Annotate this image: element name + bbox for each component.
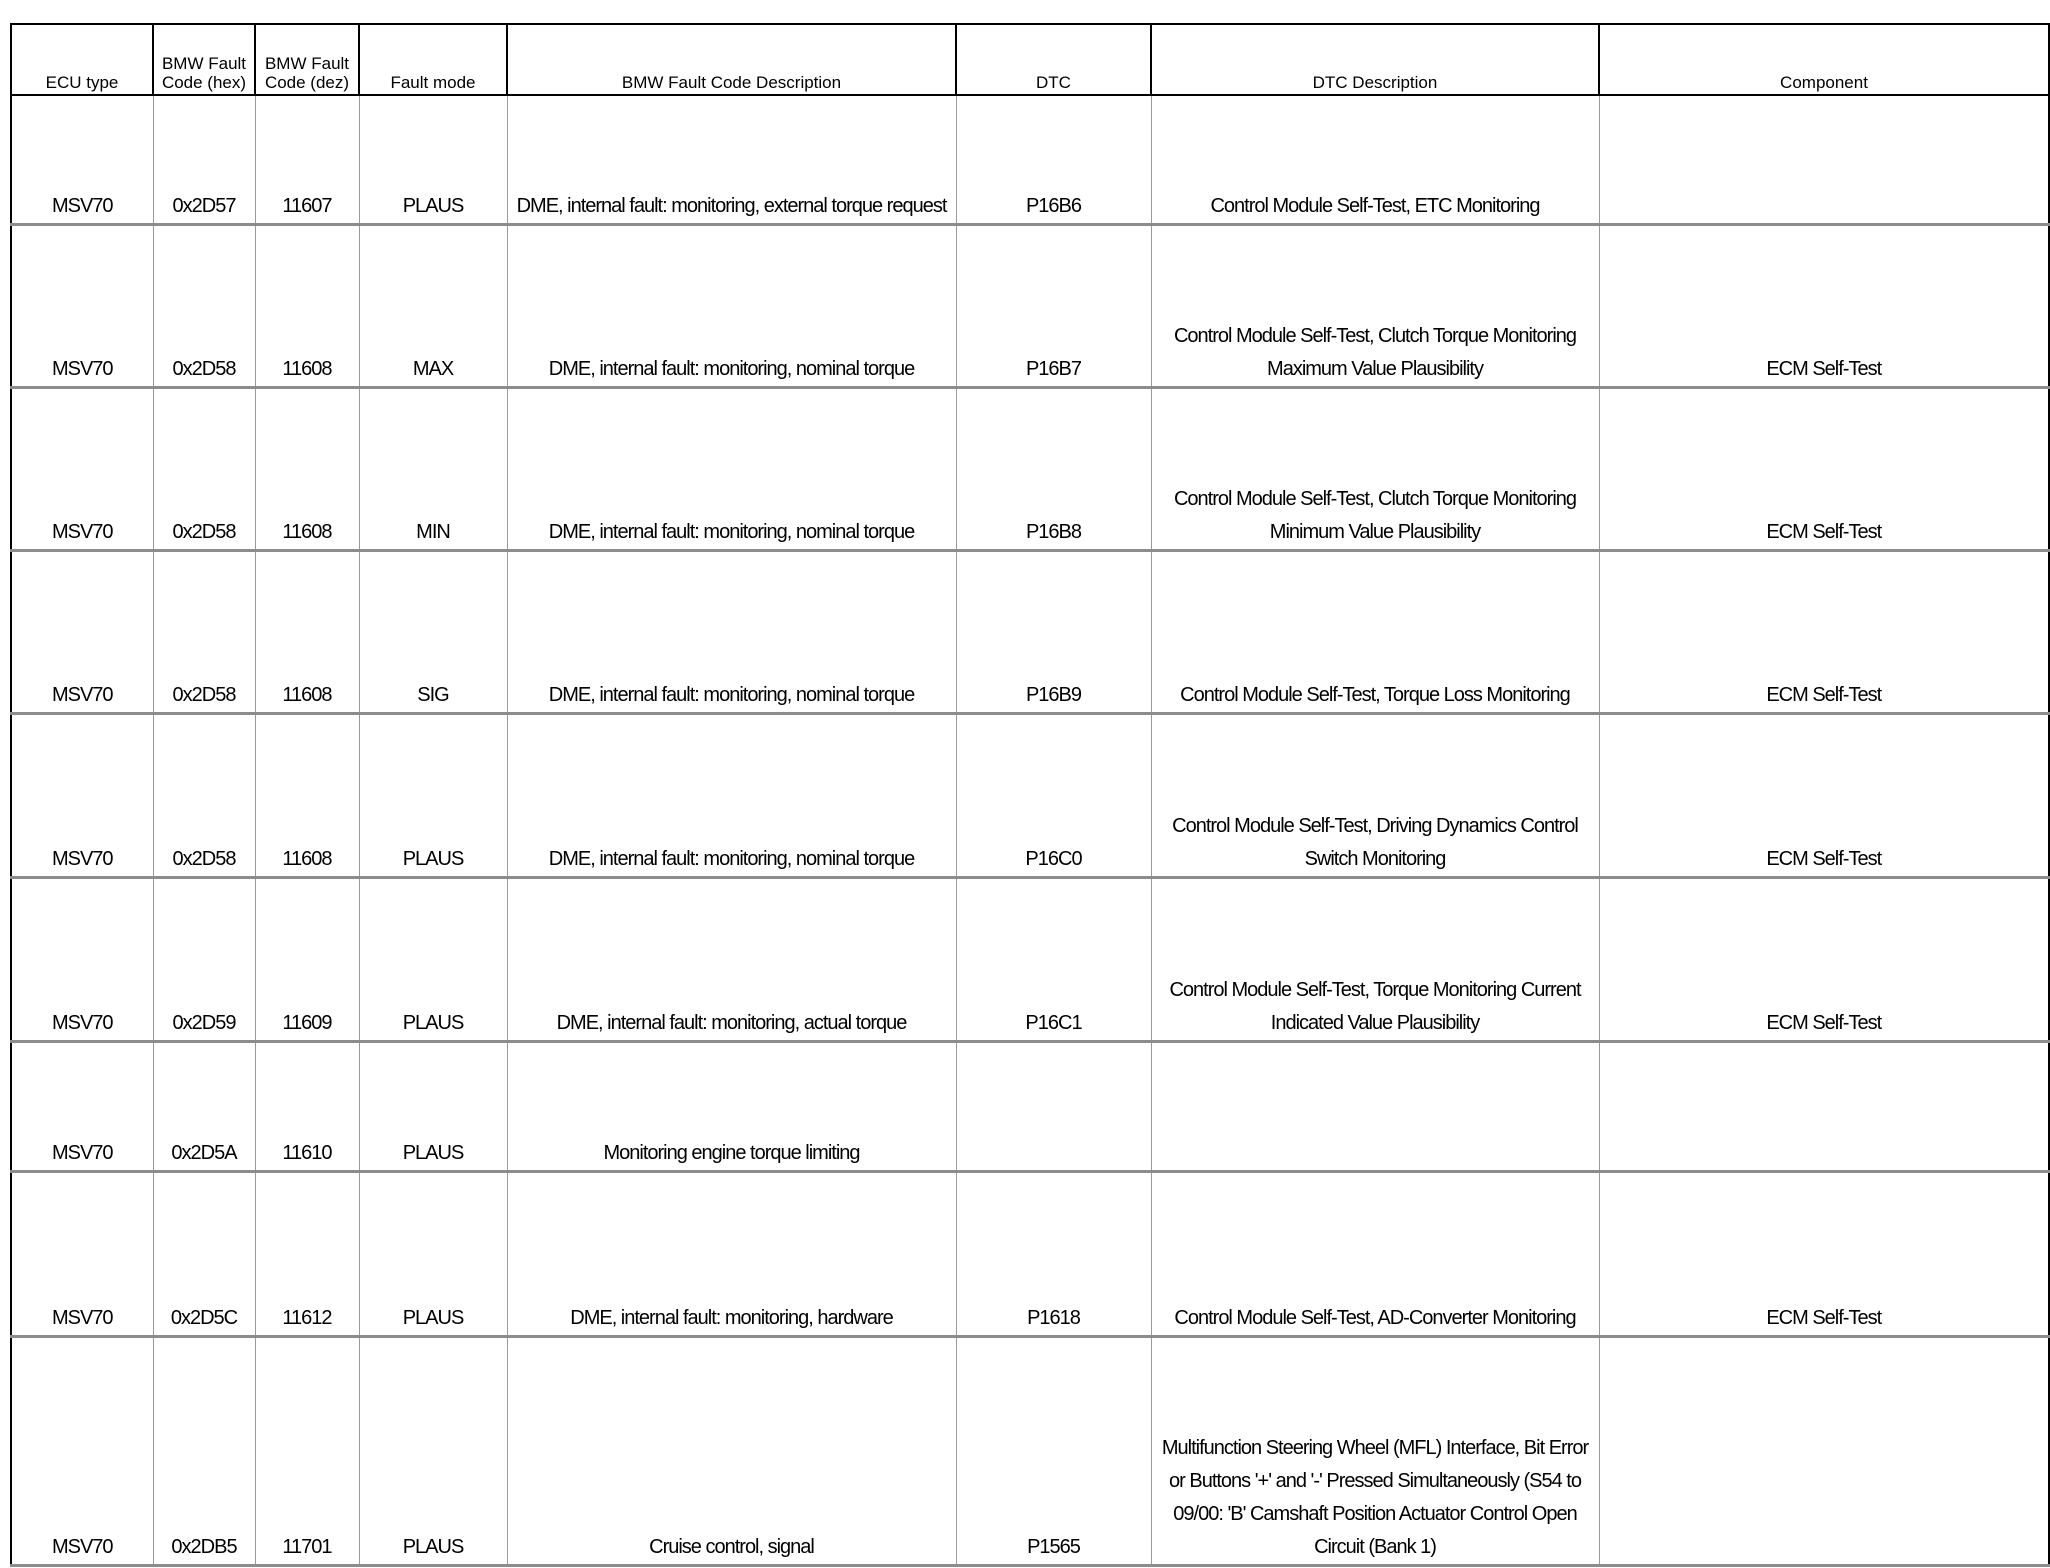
cell-code-hex: 0x2D57 [153,95,255,224]
fault-code-table [10,23,2050,1567]
cell-ecu-type: MSV70 [11,713,153,877]
cell-dtc [956,1041,1151,1171]
cell-code-hex: 0x2DB5 [153,1336,255,1565]
cell-dtc: P16B8 [956,387,1151,550]
cell-component [1599,1336,2049,1565]
cell-dtc-description: Control Module Self-Test, Torque Monitoring Current Indicated Value Plausibility [1151,877,1599,1041]
cell-fault-mode: MIN [359,387,507,550]
cell-bmw-description: DME, internal fault: monitoring, nominal torque [507,224,956,387]
header-dtc-description: DTC Description [1151,24,1599,95]
cell-dtc: P16C1 [956,877,1151,1041]
header-code-dez-line2: Code (dez) [264,73,350,92]
cell-fault-mode: PLAUS [359,1336,507,1565]
table-row [11,387,2049,550]
cell-dtc: P16C0 [956,713,1151,877]
cell-fault-mode: PLAUS [359,877,507,1041]
cell-ecu-type: MSV70 [11,1041,153,1171]
cell-component: ECM Self-Test [1599,550,2049,713]
cell-component: ECM Self-Test [1599,877,2049,1041]
cell-fault-mode: MAX [359,224,507,387]
cell-fault-mode: PLAUS [359,1041,507,1171]
header-code-hex-line2: Code (hex) [161,73,247,92]
header-component: Component [1599,24,2049,95]
cell-component: ECM Self-Test [1599,387,2049,550]
cell-fault-mode: PLAUS [359,95,507,224]
cell-bmw-description: DME, internal fault: monitoring, nominal torque [507,550,956,713]
cell-dtc-description [1151,1041,1599,1171]
cell-code-hex: 0x2D58 [153,224,255,387]
cell-code-dez: 11701 [255,1336,359,1565]
cell-ecu-type: MSV70 [11,1171,153,1336]
header-ecu-type: ECU type [11,24,153,95]
cell-code-dez: 11607 [255,95,359,224]
table-row [11,224,2049,387]
cell-bmw-description: Monitoring engine torque limiting [507,1041,956,1171]
header-dtc: DTC [956,24,1151,95]
cell-bmw-description: DME, internal fault: monitoring, hardware [507,1171,956,1336]
cell-component: ECM Self-Test [1599,713,2049,877]
table-row [11,95,2049,224]
cell-dtc-description: Control Module Self-Test, Clutch Torque Monitoring Minimum Value Plausibility [1151,387,1599,550]
cell-code-dez: 11608 [255,387,359,550]
header-code-dez-line1: BMW Fault [264,54,350,73]
cell-code-dez: 11612 [255,1171,359,1336]
cell-code-hex: 0x2D5C [153,1171,255,1336]
cell-code-hex: 0x2D59 [153,877,255,1041]
cell-code-dez: 11610 [255,1041,359,1171]
header-code-hex [153,24,255,95]
cell-code-hex: 0x2D58 [153,387,255,550]
cell-ecu-type: MSV70 [11,387,153,550]
cell-component [1599,95,2049,224]
cell-code-dez: 11608 [255,713,359,877]
header-bmw-description: BMW Fault Code Description [507,24,956,95]
table-row [11,877,2049,1041]
cell-fault-mode: PLAUS [359,713,507,877]
header-fault-mode: Fault mode [359,24,507,95]
table-row [11,1041,2049,1171]
cell-fault-mode: SIG [359,550,507,713]
cell-ecu-type: MSV70 [11,95,153,224]
cell-code-dez: 11608 [255,550,359,713]
cell-ecu-type: MSV70 [11,877,153,1041]
cell-dtc-description: Control Module Self-Test, AD-Converter Monitoring [1151,1171,1599,1336]
cell-component: ECM Self-Test [1599,1171,2049,1336]
table-row [11,1171,2049,1336]
cell-code-hex: 0x2D5A [153,1041,255,1171]
table-row [11,550,2049,713]
cell-dtc: P1618 [956,1171,1151,1336]
cell-bmw-description: DME, internal fault: monitoring, actual torque [507,877,956,1041]
header-code-hex-line1: BMW Fault [161,54,247,73]
cell-code-hex: 0x2D58 [153,713,255,877]
cell-dtc-description: Control Module Self-Test, Clutch Torque Monitoring Maximum Value Plausibility [1151,224,1599,387]
header-code-dez [255,24,359,95]
cell-component: ECM Self-Test [1599,224,2049,387]
cell-bmw-description: DME, internal fault: monitoring, nominal torque [507,387,956,550]
cell-code-dez: 11608 [255,224,359,387]
cell-dtc-description: Multifunction Steering Wheel (MFL) Interface, Bit Error or Buttons '+' and '-' Pressed Simultaneously (S54 to 09/00: 'B' Camshaft Position Actuator Control Open Circuit (Bank 1) [1151,1336,1599,1565]
cell-component [1599,1041,2049,1171]
table-row [11,1336,2049,1565]
cell-dtc-description: Control Module Self-Test, Driving Dynamics Control Switch Monitoring [1151,713,1599,877]
header-row [11,24,2049,95]
cell-bmw-description: DME, internal fault: monitoring, nominal torque [507,713,956,877]
cell-ecu-type: MSV70 [11,224,153,387]
cell-ecu-type: MSV70 [11,550,153,713]
cell-dtc: P1565 [956,1336,1151,1565]
table-row [11,713,2049,877]
cell-code-hex: 0x2D58 [153,550,255,713]
cell-ecu-type: MSV70 [11,1336,153,1565]
cell-bmw-description: Cruise control, signal [507,1336,956,1565]
cell-dtc: P16B7 [956,224,1151,387]
cell-bmw-description: DME, internal fault: monitoring, external torque request [507,95,956,224]
cell-dtc-description: Control Module Self-Test, ETC Monitoring [1151,95,1599,224]
cell-dtc-description: Control Module Self-Test, Torque Loss Monitoring [1151,550,1599,713]
cell-code-dez: 11609 [255,877,359,1041]
cell-dtc: P16B6 [956,95,1151,224]
cell-dtc: P16B9 [956,550,1151,713]
cell-fault-mode: PLAUS [359,1171,507,1336]
